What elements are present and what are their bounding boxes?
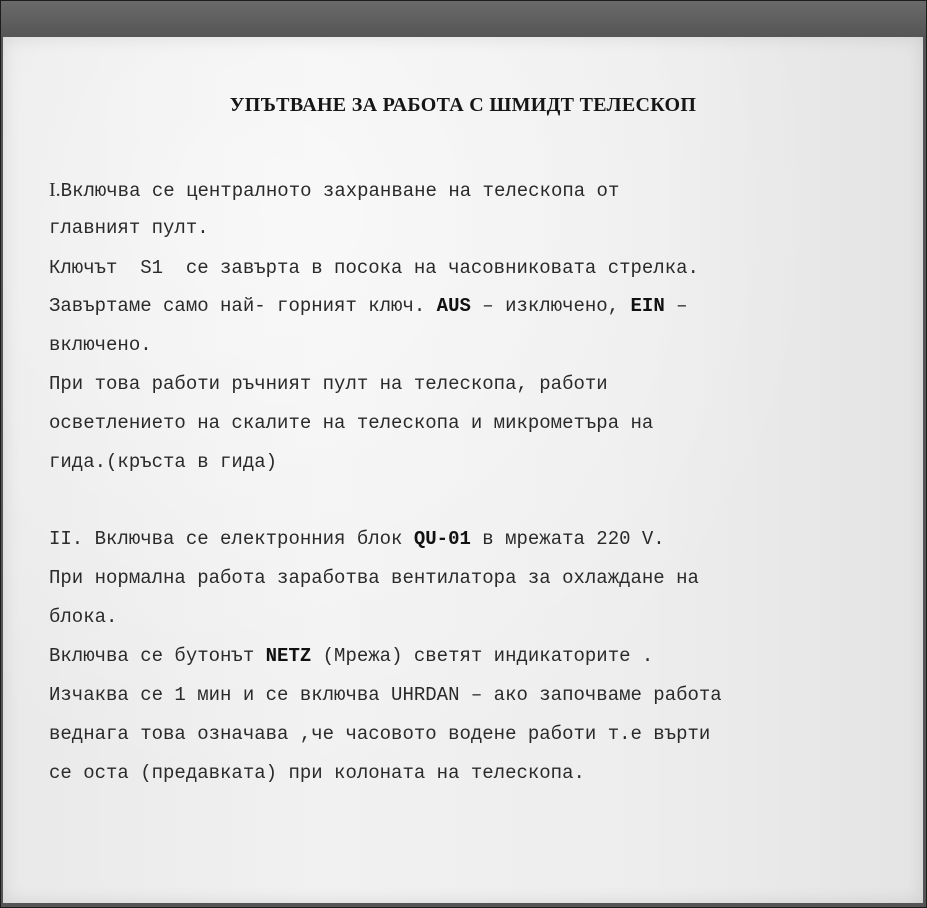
- section2-line4-part-a: Включва се бутонът: [49, 645, 266, 667]
- section1-line2: главният пулт.: [49, 217, 209, 239]
- section1-line4-part-c: –: [664, 295, 688, 317]
- section1-line1-text: Включва се централното захранване на телескопа от: [60, 180, 620, 202]
- section1-marker: I.: [49, 179, 61, 201]
- qu01-label: QU-01: [413, 528, 471, 550]
- section2-line7: се оста (предавката) при колоната на телескопа.: [49, 762, 585, 784]
- section2-line4: [49, 647, 653, 666]
- aus-label: AUS: [436, 295, 471, 317]
- document-title: УПЪТВАНЕ ЗА РАБОТА С ШМИДТ ТЕЛЕСКОП: [229, 94, 697, 116]
- section2-line3: блока.: [49, 606, 118, 628]
- section1-line4-part-a: Завъртаме само най- горният ключ.: [49, 295, 437, 317]
- section1-line5: включено.: [49, 334, 152, 356]
- section1-line7: осветлението на скалите на телескопа и микрометъра на: [49, 412, 654, 434]
- section2-line2: При нормална работа заработва вентилатора за охлаждане на: [49, 567, 699, 589]
- section1-line8: гида.(кръста в гида): [49, 451, 278, 473]
- section2-line1-part-a: II. Включва се електронния блок: [49, 528, 414, 550]
- section2-line5: Изчаква се 1 мин и се включва UHRDAN – ако започваме работа: [49, 684, 722, 706]
- section1-line6: При това работи ръчният пулт на телескопа, работи: [49, 373, 608, 395]
- paper-sheet: [3, 37, 923, 903]
- section1-line4-part-b: – изключено,: [470, 295, 631, 317]
- section2-line6: веднага това означава ,че часовото водене работи т.е върти: [49, 723, 711, 745]
- section1-line1: [49, 180, 619, 201]
- section1-line4: [49, 297, 688, 316]
- ein-label: EIN: [630, 295, 665, 317]
- section2-line1: [49, 530, 665, 549]
- section1-line3: Ключът S1 се завърта в посока на часовниковата стрелка.: [49, 257, 699, 279]
- section2-line4-part-b: (Мрежа) светят индикаторите .: [311, 645, 654, 667]
- netz-label: NETZ: [265, 645, 312, 667]
- section2-line1-part-b: в мрежата 220 V.: [470, 528, 665, 550]
